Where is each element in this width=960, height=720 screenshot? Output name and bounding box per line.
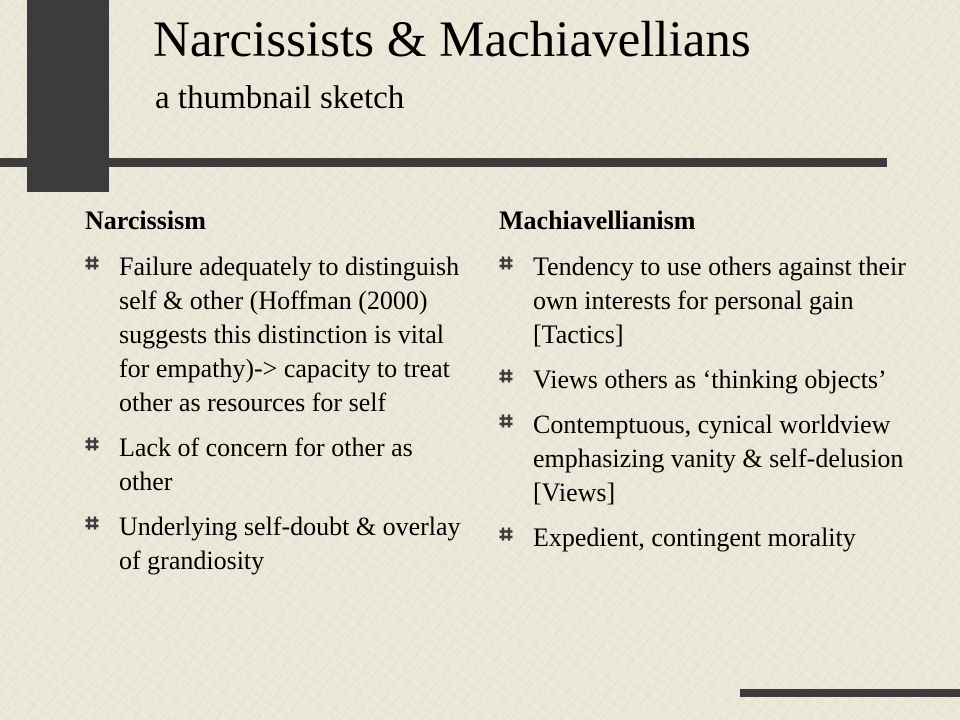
hash-bullet-icon — [85, 256, 99, 270]
narcissism-column — [85, 204, 470, 589]
hash-bullet-icon — [499, 414, 513, 428]
decorative-bottom-rule — [740, 689, 960, 697]
machiavellianism-bullet-item — [499, 408, 919, 510]
hash-bullet-icon — [499, 256, 513, 270]
machiavellianism-bullet-text: Views others as ‘thinking objects’ — [533, 365, 887, 394]
hash-bullet-icon — [85, 516, 99, 530]
machiavellianism-heading: Machiavellianism — [499, 206, 696, 235]
narcissism-bullet-text: Failure adequately to distinguish self & other (Hoffman (2000) suggests this distinction is vital for empathy)-> capacity to treat other as resources for self — [119, 252, 460, 417]
machiavellianism-bullet-text: Expedient, contingent morality — [533, 523, 856, 552]
narcissism-bullet-text: Underlying self-doubt & overlay of grandiosity — [119, 512, 461, 575]
machiavellianism-bullet-item — [499, 250, 919, 352]
narcissism-bullet-item — [85, 510, 470, 578]
hash-bullet-icon — [85, 437, 99, 451]
narcissism-heading: Narcissism — [85, 206, 206, 235]
machiavellianism-bullet-list — [499, 250, 919, 555]
slide-subtitle: a thumbnail sketch — [155, 80, 405, 116]
machiavellianism-bullet-text: Contemptuous, cynical worldview emphasizing vanity & self-delusion [Views] — [533, 410, 904, 507]
slide-title: Narcissists & Machiavellians — [153, 12, 751, 68]
machiavellianism-bullet-text: Tendency to use others against their own interests for personal gain [Tactics] — [533, 252, 906, 349]
narcissism-bullet-item — [85, 431, 470, 499]
machiavellianism-bullet-item — [499, 521, 919, 555]
decorative-horizontal-rule — [0, 158, 887, 167]
narcissism-bullet-list — [85, 250, 470, 578]
hash-bullet-icon — [499, 369, 513, 383]
narcissism-bullet-item — [85, 250, 470, 420]
machiavellianism-bullet-item — [499, 363, 919, 397]
narcissism-bullet-text: Lack of concern for other as other — [119, 433, 413, 496]
machiavellianism-column — [499, 204, 919, 566]
hash-bullet-icon — [499, 527, 513, 541]
